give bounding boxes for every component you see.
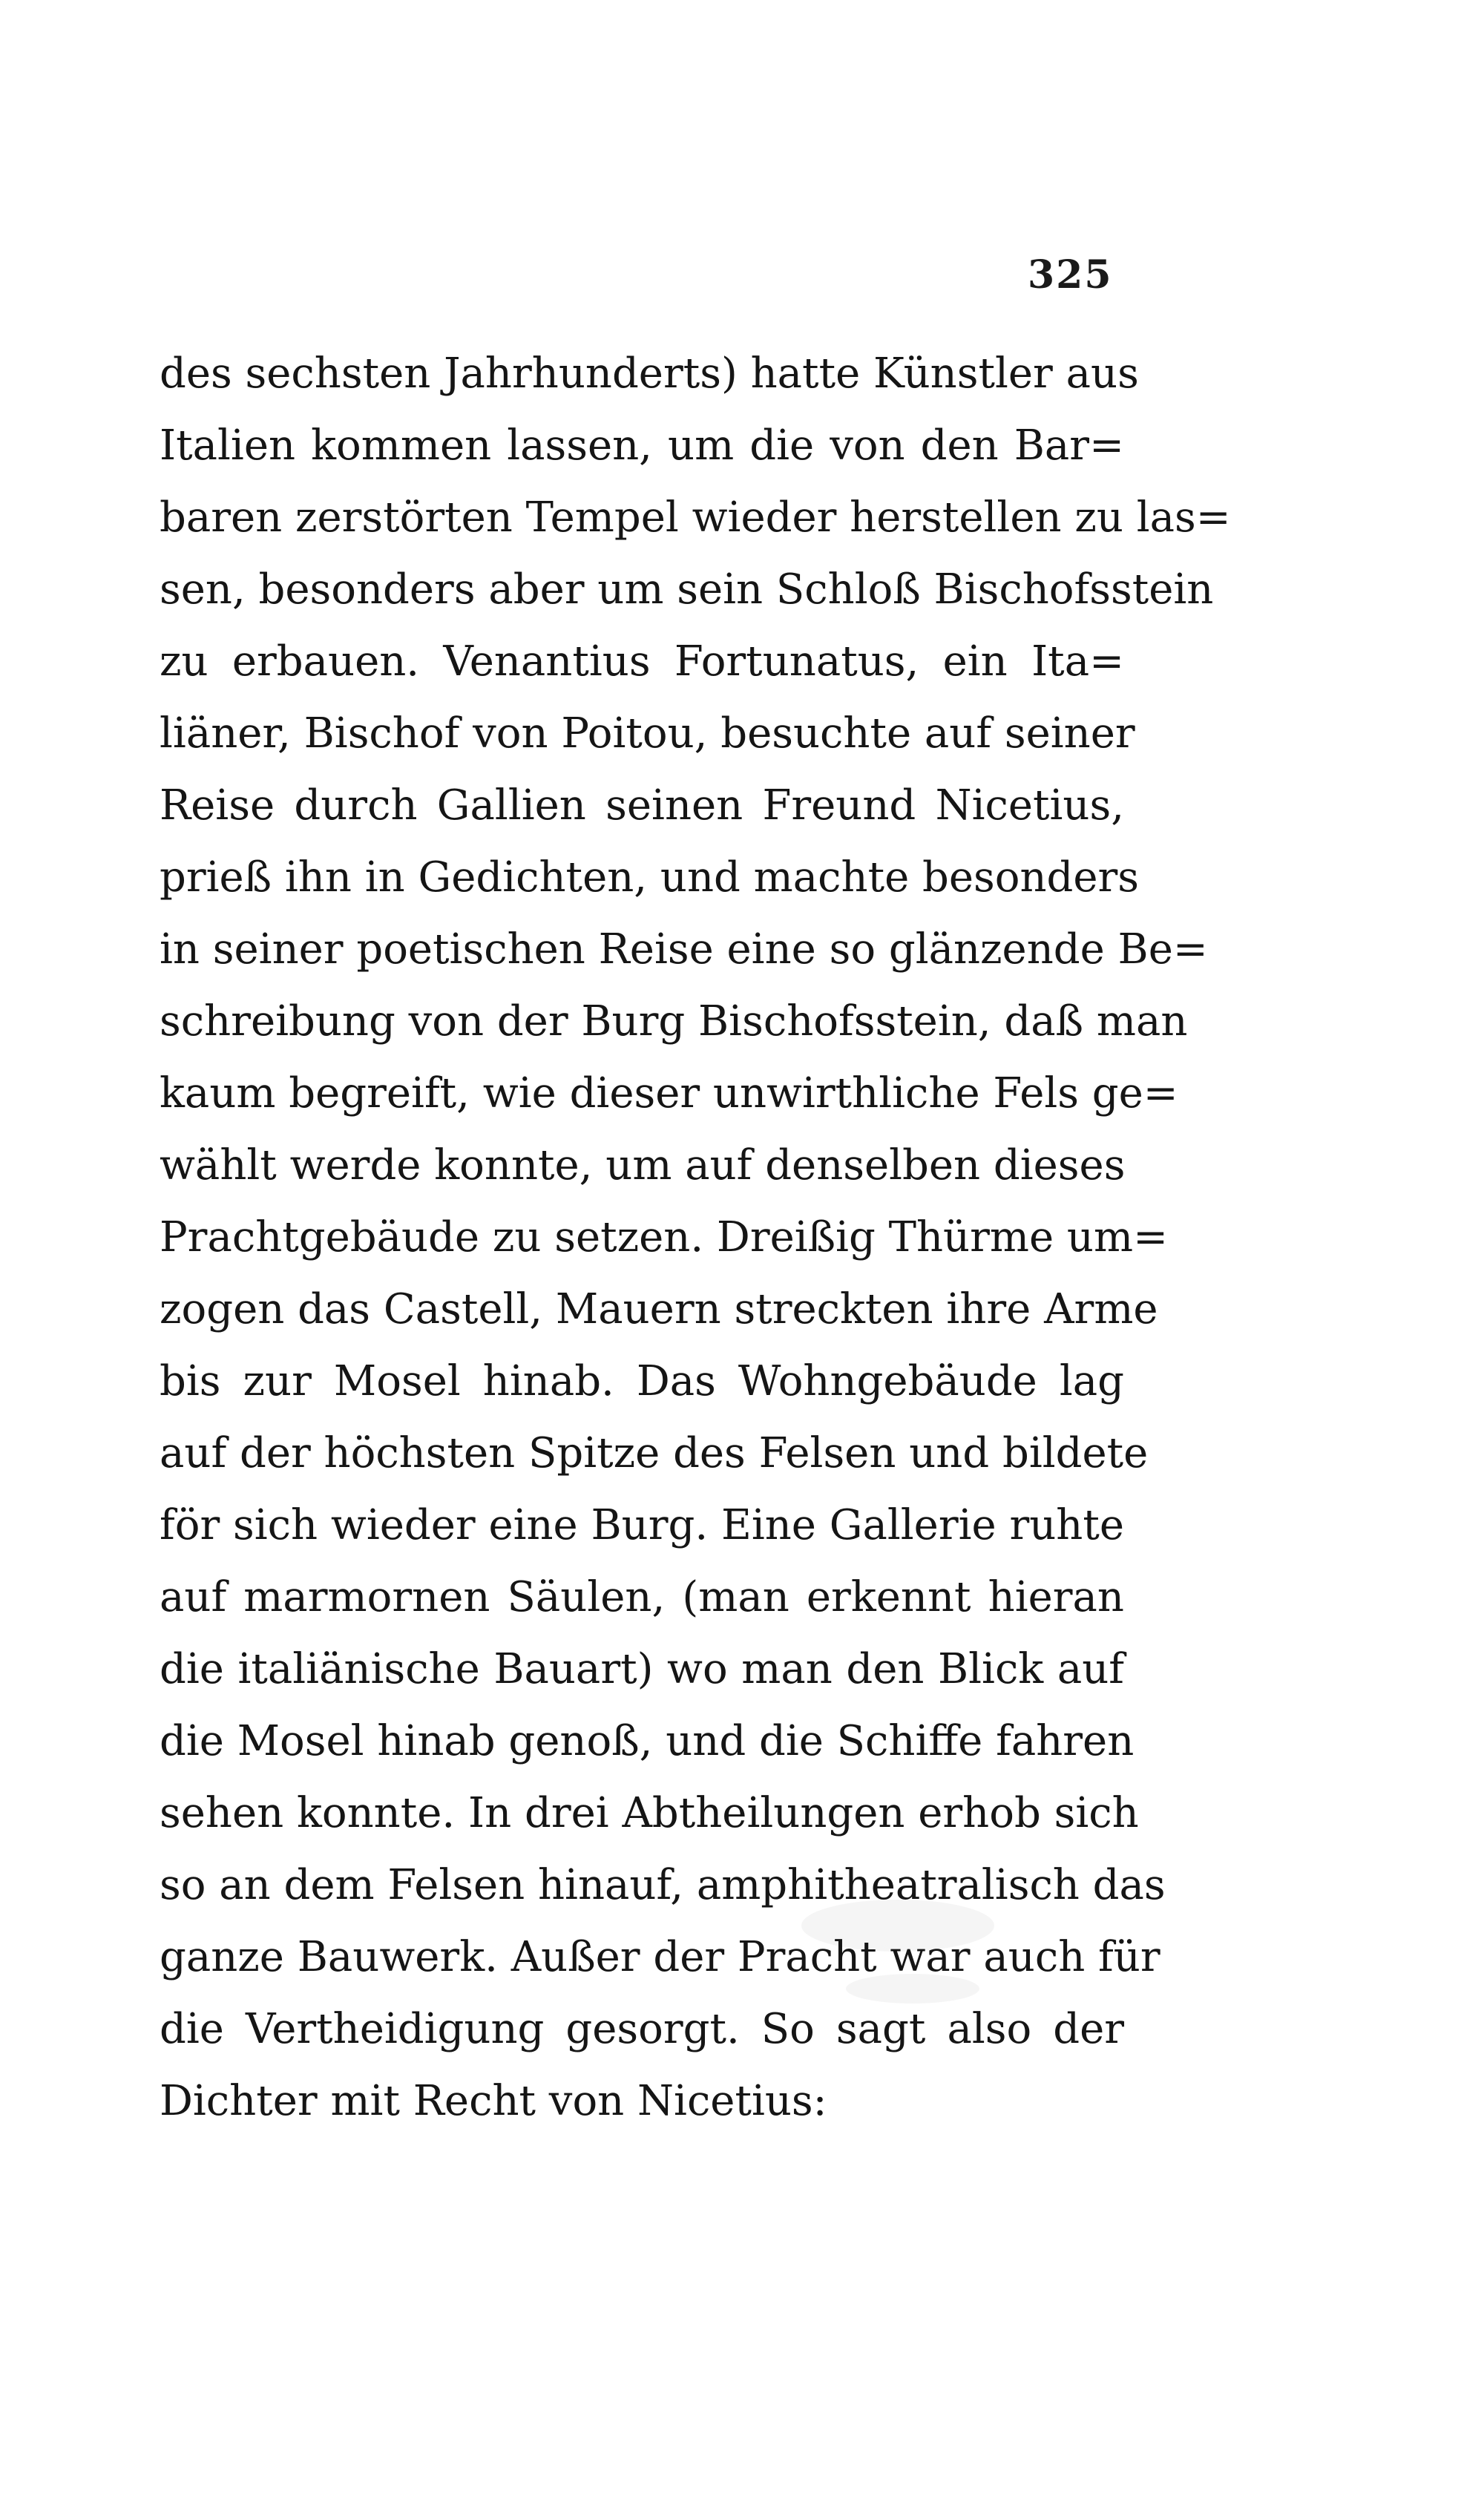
text-line: baren zerstörten Tempel wieder herstellen zu las= xyxy=(160,493,1231,542)
text-line: in seiner poetischen Reise eine so glänzende Be= xyxy=(160,925,1208,974)
text-line: Dichter mit Recht von Nicetius: xyxy=(160,2077,827,2125)
text-line: so an dem Felsen hinauf, amphitheatralisch das xyxy=(160,1861,1166,1909)
text-line: die Vertheidigung gesorgt. So sagt also der xyxy=(160,2005,1124,2053)
text-line: sen, besonders aber um sein Schloß Bischofsstein xyxy=(160,565,1214,614)
text-line: liäner, Bischof von Poitou, besuchte auf seiner xyxy=(160,709,1135,758)
text-line: bis zur Mosel hinab. Das Wohngebäude lag xyxy=(160,1357,1124,1405)
text-line: prieß ihn in Gedichten, und machte besonders xyxy=(160,853,1140,902)
text-line: des sechsten Jahrhunderts) hatte Künstler aus xyxy=(160,350,1139,398)
text-line: Italien kommen lassen, um die von den Bar= xyxy=(160,421,1124,470)
text-line: ganze Bauwerk. Außer der Pracht war auch für xyxy=(160,1933,1160,1981)
text-line: zogen das Castell, Mauern streckten ihre Arme xyxy=(160,1285,1158,1333)
text-line: Reise durch Gallien seinen Freund Nicetius, xyxy=(160,781,1124,830)
text-line: wählt werde konnte, um auf denselben dieses xyxy=(160,1141,1126,1189)
text-line: för sich wieder eine Burg. Eine Gallerie ruhte xyxy=(160,1501,1124,1549)
text-line: die Mosel hinab genoß, und die Schiffe fahren xyxy=(160,1717,1135,1765)
text-line: die italiänische Bauart) wo man den Blick auf xyxy=(160,1645,1124,1693)
text-line: schreibung von der Burg Bischofsstein, daß man xyxy=(160,997,1188,1046)
text-line: kaum begreift, wie dieser unwirthliche Fels ge= xyxy=(160,1069,1178,1118)
text-line: auf marmornen Säulen, (man erkennt hieran xyxy=(160,1573,1124,1621)
text-line: sehen konnte. In drei Abtheilungen erhob sich xyxy=(160,1789,1139,1837)
page-number: 325 xyxy=(1028,252,1113,298)
text-line: auf der höchsten Spitze des Felsen und bildete xyxy=(160,1429,1149,1477)
text-line: Prachtgebäude zu setzen. Dreißig Thürme um= xyxy=(160,1213,1168,1261)
text-line: zu erbauen. Venantius Fortunatus, ein Ita= xyxy=(160,637,1124,686)
body-text xyxy=(160,338,1231,2137)
